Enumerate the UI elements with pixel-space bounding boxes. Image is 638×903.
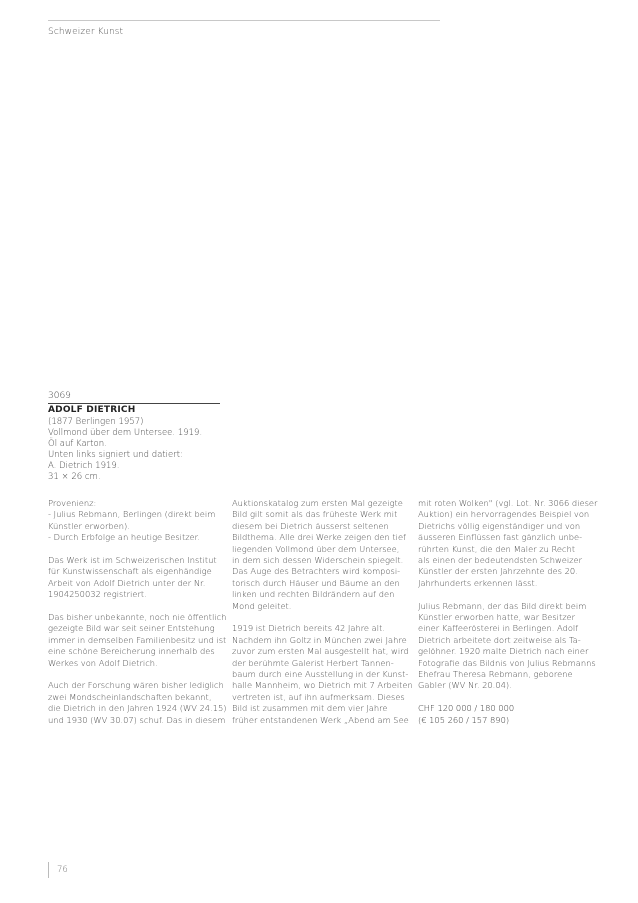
text-line: Auch der Forschung wären bisher lediglich (48, 680, 224, 691)
text-line: Auktion) ein hervorragendes Beispiel von (418, 509, 590, 520)
text-line: zuvor zum ersten Mal ausgestellt hat, wird (232, 646, 409, 657)
text-line: liegenden Vollmond über dem Untersee, (232, 543, 400, 554)
text-line: mit roten Wolken" (vgl. Lot. Nr. 3066 dieser (418, 498, 598, 508)
text-line: rührten Kunst, die den Maler zu Recht (418, 543, 576, 554)
text-column-2 (232, 498, 413, 726)
text-line: Arbeit von Adolf Dietrich unter der Nr. (48, 577, 206, 588)
text-line: halle Mannheim, wo Dietrich mit 7 Arbeiten (232, 680, 413, 691)
text-column-3 (418, 498, 598, 726)
lot-detail-line: Unten links signiert und datiert: (48, 450, 183, 460)
text-line: Künstler der ersten Jahrzehnte des 20. (418, 566, 578, 577)
text-line: immer in demselben Familienbesitz und ist (48, 634, 227, 645)
lot-detail-line: Vollmond über dem Untersee. 1919. (48, 428, 203, 438)
text-line: Julius Rebmann, der das Bild direkt beim (418, 600, 587, 611)
text-line: Nachdem ihn Goltz in München zwei Jahre (232, 634, 407, 645)
text-line: Bild ist zusammen mit dem vier Jahre (232, 703, 388, 714)
text-line: Das Werk ist im Schweizerischen Institut (48, 555, 217, 566)
text-line: baum durch eine Ausstellung in der Kunst- (232, 669, 409, 680)
text-line: Werkes von Adolf Dietrich. (48, 657, 158, 668)
estimate-chf: CHF 120 000 / 180 000 (418, 703, 515, 714)
price-estimate (418, 703, 593, 726)
text-line: Künstler erworben hatte, war Besitzer (418, 612, 576, 623)
text-line: einer Kaffeerösterei in Berlingen. Adolf (418, 623, 579, 634)
text-line: vertreten ist, auf ihn aufmerksam. Dieses (232, 691, 405, 702)
text-line: Künstler erworben). (48, 520, 130, 531)
text-line: - Julius Rebmann, Berlingen (direkt beim (48, 509, 216, 520)
lot-detail-line: (1877 Berlingen 1957) (48, 417, 144, 427)
text-line: Das Auge des Betrachters wird komposi- (232, 566, 401, 577)
text-line: eine schöne Bereicherung innerhalb des (48, 646, 215, 657)
paragraph (232, 498, 407, 612)
section-title: Schweizer Kunst (48, 27, 124, 37)
text-line: der berühmte Galerist Herbert Tannen- (232, 657, 394, 668)
text-line: und 1930 (WV 30.07) schuf. Das in diesem (48, 714, 226, 725)
text-line: in dem sich dessen Widerschein spiegelt. (232, 555, 404, 566)
lot-detail-line: A. Dietrich 1919. (48, 461, 120, 471)
text-line: für Kunstwissenschaft als eigenhändige (48, 566, 212, 577)
text-line: Fotografie das Bildnis von Julius Rebmanns (418, 657, 596, 668)
estimate-eur: (€ 105 260 / 157 890) (418, 714, 510, 725)
text-line: 1919 ist Dietrich bereits 42 Jahre alt. (232, 623, 385, 634)
text-line: Jahrhunderts erkennen lässt. (418, 577, 538, 588)
text-line: zwei Mondscheinlandschaften bekannt, (48, 691, 212, 702)
text-line: Provenienz: (48, 498, 97, 508)
text-line: als einen der bedeutendsten Schweizer (418, 555, 583, 566)
text-line: Dietrichs völlig eigenständiger und von (418, 520, 581, 531)
paragraph (48, 680, 227, 726)
text-line: Das bisher unbekannte, noch nie öffentlich (48, 612, 227, 623)
artist-name: ADOLF DIETRICH (48, 405, 136, 415)
text-line: gelöhner. 1920 malte Dietrich nach einer (418, 646, 589, 657)
paragraph (232, 623, 413, 726)
text-line: 1904250032 registriert. (48, 589, 147, 600)
lot-number: 3069 (48, 390, 220, 404)
text-line: Auktionskatalog zum ersten Mal gezeigte (232, 498, 403, 508)
text-line: Ehefrau Theresa Rebmann, geborene (418, 669, 573, 680)
text-column-1 (48, 498, 227, 726)
paragraph (48, 612, 227, 669)
paragraph (418, 600, 596, 692)
header-rule (48, 20, 440, 21)
text-line: linken und rechten Bildrändern auf den (232, 589, 395, 600)
lot-details (48, 417, 223, 483)
text-line: torisch durch Häuser und Bäume an den (232, 577, 400, 588)
lot-detail-line: 31 × 26 cm. (48, 472, 101, 482)
text-line: - Durch Erbfolge an heutige Besitzer. (48, 532, 200, 543)
text-column-3-body (418, 498, 598, 692)
paragraph (48, 498, 223, 544)
text-line: Gabler (WV Nr. 20.04). (418, 680, 512, 691)
page-number: 76 (48, 862, 68, 878)
text-line: Bild gilt somit als das früheste Werk mit (232, 509, 398, 520)
paragraph (418, 498, 598, 589)
text-line: äusseren Einflüssen fast gänzlich unbe- (418, 532, 583, 543)
text-line: Mond geleitet. (232, 600, 292, 611)
paragraph (48, 555, 223, 601)
text-line: früher entstandenen Werk „Abend am See (232, 714, 409, 725)
text-line: gezeigte Bild war seit seiner Entstehung (48, 623, 215, 634)
text-line: diesem bei Dietrich äusserst seltenen (232, 520, 389, 531)
lot-detail-line: Öl auf Karton. (48, 439, 107, 449)
lot-header (48, 390, 223, 483)
text-line: Bildthema. Alle drei Werke zeigen den tief (232, 532, 407, 543)
text-line: Dietrich arbeitete dort zeitweise als Ta- (418, 634, 581, 645)
text-line: die Dietrich in den Jahren 1924 (WV 24.15) (48, 703, 227, 714)
